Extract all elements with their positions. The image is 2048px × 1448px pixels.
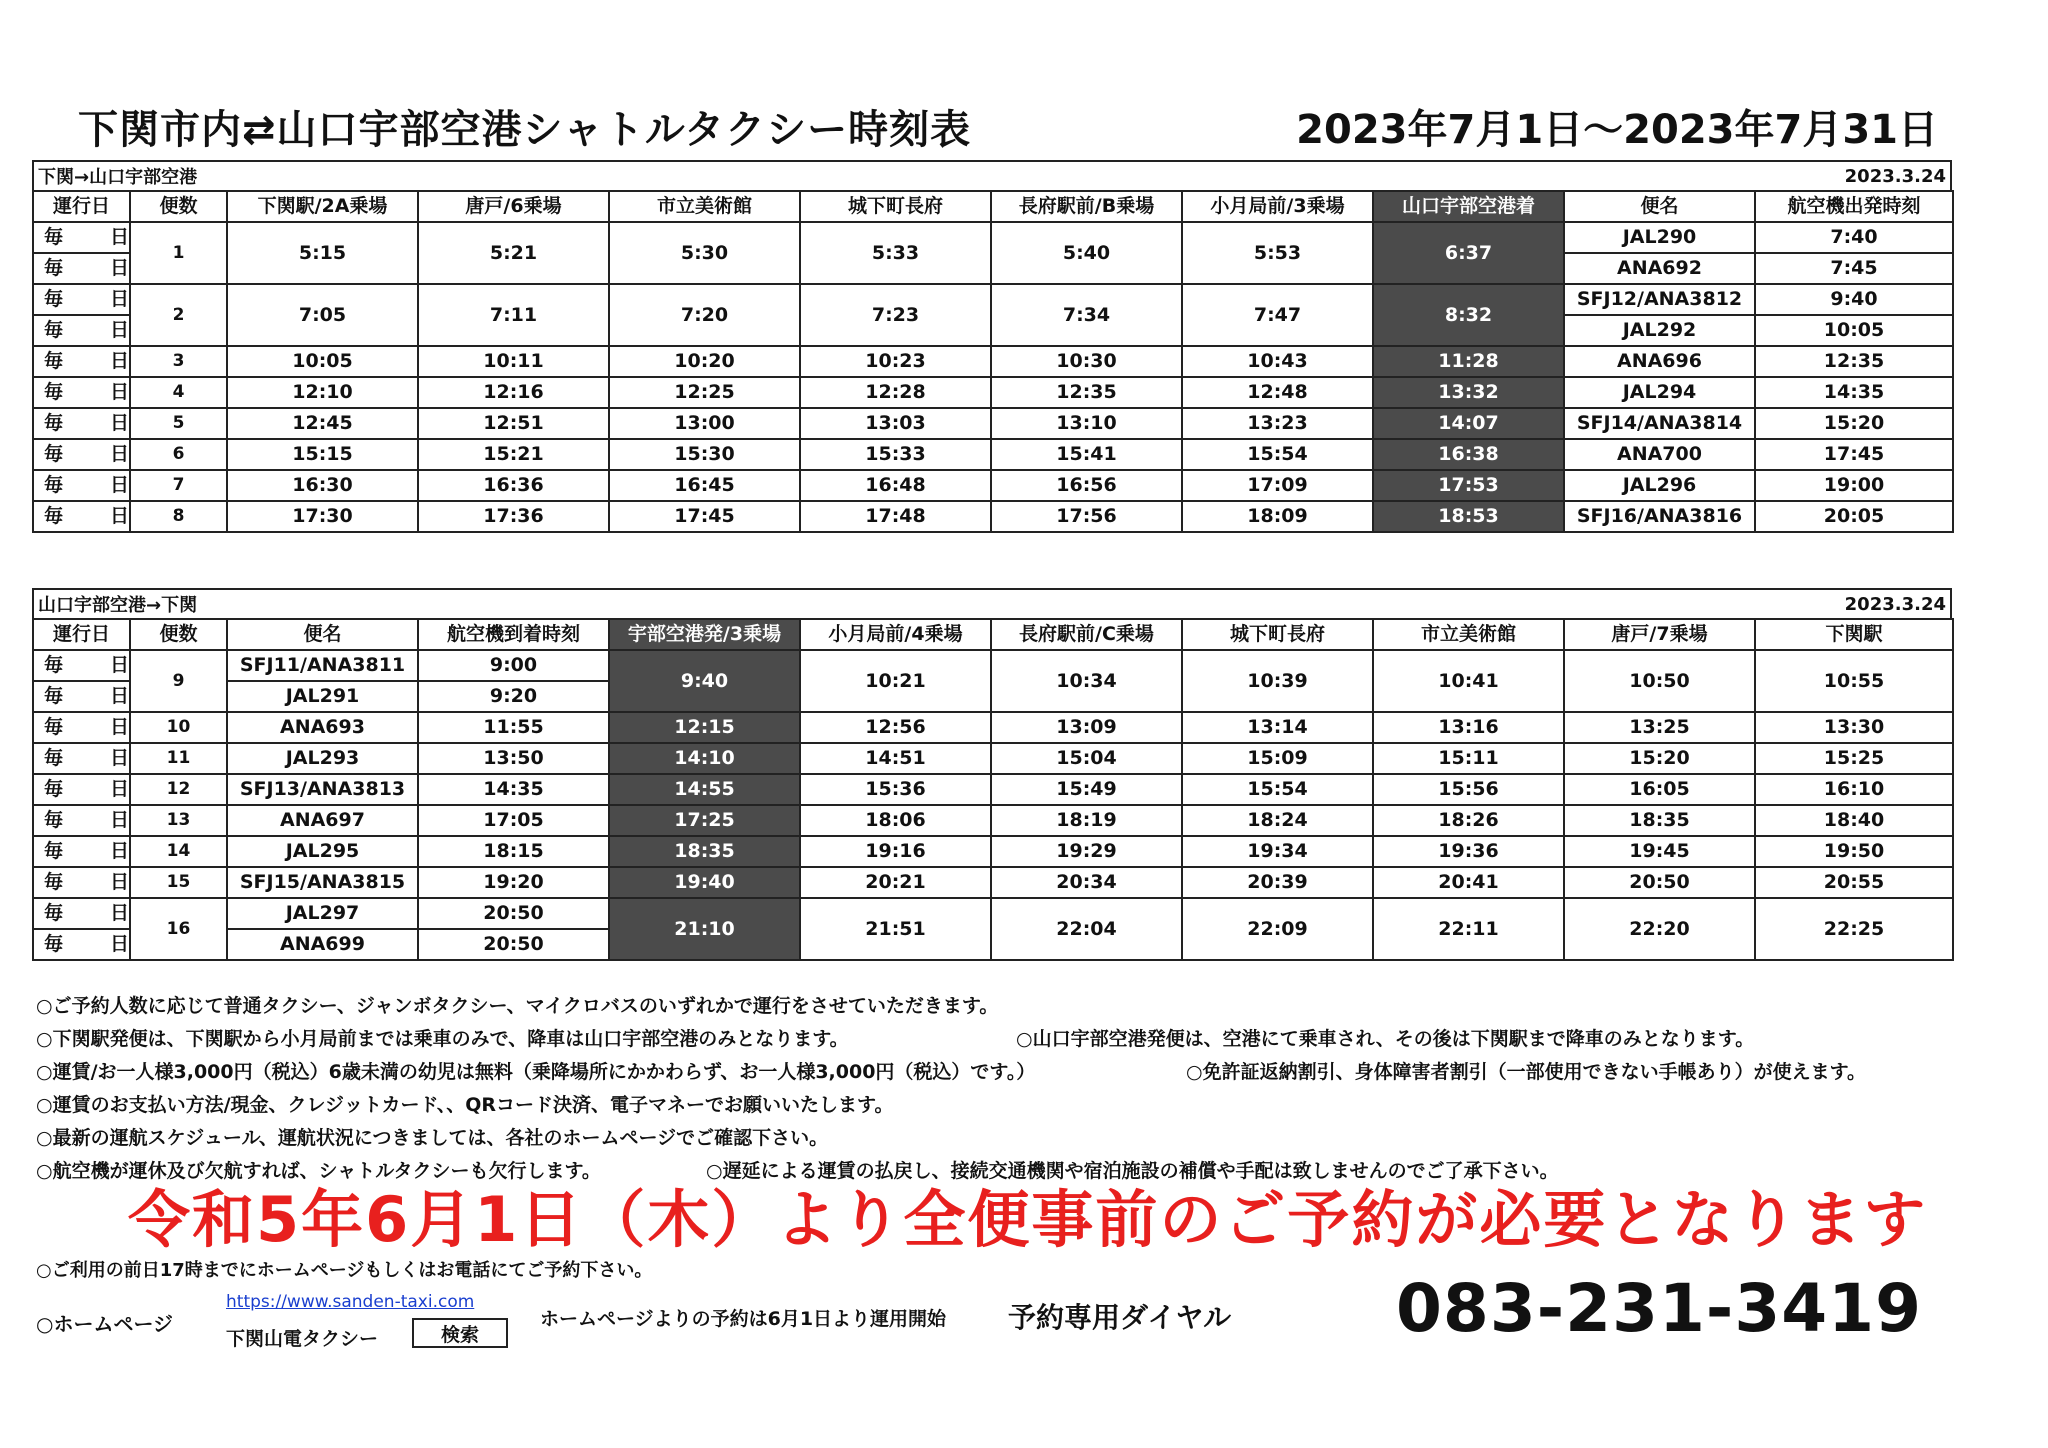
stop-time: 7:11 — [418, 284, 609, 346]
note-row — [36, 1089, 1996, 1122]
column-header: 便数 — [130, 191, 227, 222]
stop-time: 12:45 — [227, 408, 418, 439]
header-row — [33, 619, 1953, 650]
column-header: 市立美術館 — [609, 191, 800, 222]
outbound-section — [32, 160, 1952, 533]
stop-time: 13:09 — [991, 712, 1182, 743]
stop-time: 18:26 — [1373, 805, 1564, 836]
stop-time: 10:50 — [1564, 650, 1755, 712]
run-number: 6 — [130, 439, 227, 470]
stop-time: 22:25 — [1755, 898, 1953, 960]
operating-day: 毎 日 — [33, 867, 130, 898]
stop-time: 15:04 — [991, 743, 1182, 774]
stop-time: 10:43 — [1182, 346, 1373, 377]
stop-time: 13:32 — [1373, 377, 1564, 408]
stop-time: 5:21 — [418, 222, 609, 284]
stop-time: 22:11 — [1373, 898, 1564, 960]
homepage-link[interactable]: https://www.sanden-taxi.com — [226, 1292, 475, 1312]
table-row — [33, 743, 1953, 774]
operating-day: 毎 日 — [33, 650, 130, 681]
stop-time: 12:25 — [609, 377, 800, 408]
flight-name: JAL295 — [227, 836, 418, 867]
stop-time: 15:49 — [991, 774, 1182, 805]
reservation-deadline-note: ○ご利用の前日17時までにホームページもしくはお電話にてご予約下さい。 — [36, 1260, 653, 1281]
stop-time: 20:21 — [800, 867, 991, 898]
reservation-phone-number[interactable]: 083-231-3419 — [1396, 1270, 1923, 1347]
stop-time: 17:48 — [800, 501, 991, 532]
stop-time: 13:00 — [609, 408, 800, 439]
stop-time: 7:47 — [1182, 284, 1373, 346]
flight-departure-time: 19:00 — [1755, 470, 1953, 501]
flight-name: JAL296 — [1564, 470, 1755, 501]
inbound-route: 山口宇部空港→下関 — [38, 595, 198, 616]
flight-arrival-time: 20:50 — [418, 929, 609, 960]
stop-time: 10:11 — [418, 346, 609, 377]
note-text: ○山口宇部空港発便は、空港にて乗車され、その後は下関駅まで降車のみとなります。 — [1016, 1028, 1755, 1050]
stop-time: 9:40 — [609, 650, 800, 712]
column-header: 下関駅/2A乗場 — [227, 191, 418, 222]
run-number: 1 — [130, 222, 227, 284]
column-header: 航空機出発時刻 — [1755, 191, 1953, 222]
flight-name: SFJ15/ANA3815 — [227, 867, 418, 898]
run-number: 14 — [130, 836, 227, 867]
column-header: 便数 — [130, 619, 227, 650]
stop-time: 20:55 — [1755, 867, 1953, 898]
operating-day: 毎 日 — [33, 501, 130, 532]
table-row — [33, 836, 1953, 867]
stop-time: 7:23 — [800, 284, 991, 346]
stop-time: 16:38 — [1373, 439, 1564, 470]
stop-time: 14:51 — [800, 743, 991, 774]
run-number: 2 — [130, 284, 227, 346]
run-number: 9 — [130, 650, 227, 712]
inbound-section — [32, 588, 1952, 961]
note-row — [36, 1023, 1996, 1056]
stop-time: 15:33 — [800, 439, 991, 470]
stop-time: 12:56 — [800, 712, 991, 743]
stop-time: 15:21 — [418, 439, 609, 470]
reservation-dial-label: 予約専用ダイヤル — [1008, 1301, 1232, 1334]
homepage-label: ○ホームページ — [36, 1312, 174, 1336]
run-number: 7 — [130, 470, 227, 501]
flight-name: SFJ16/ANA3816 — [1564, 501, 1755, 532]
note-text: ○運賃のお支払い方法/現金、クレジットカード、、QRコード決済、電子マネーでお願いいたします。 — [36, 1094, 894, 1116]
flight-name: JAL293 — [227, 743, 418, 774]
flight-name: JAL292 — [1564, 315, 1755, 346]
table-row — [33, 222, 1953, 253]
table-row — [33, 439, 1953, 470]
operating-day: 毎 日 — [33, 929, 130, 960]
stop-time: 14:10 — [609, 743, 800, 774]
stop-time: 21:10 — [609, 898, 800, 960]
column-header: 小月局前/3乗場 — [1182, 191, 1373, 222]
column-header: 市立美術館 — [1373, 619, 1564, 650]
flight-departure-time: 7:45 — [1755, 253, 1953, 284]
stop-time: 18:24 — [1182, 805, 1373, 836]
table-row — [33, 867, 1953, 898]
stop-time: 15:56 — [1373, 774, 1564, 805]
stop-time: 16:36 — [418, 470, 609, 501]
stop-time: 17:45 — [609, 501, 800, 532]
note-text: ○航空機が運休及び欠航すれば、シャトルタクシーも欠行します。 — [36, 1160, 601, 1182]
homepage-start-note: ホームページよりの予約は6月1日より運用開始 — [540, 1308, 947, 1330]
column-header: 便名 — [1564, 191, 1755, 222]
run-number: 8 — [130, 501, 227, 532]
flight-arrival-time: 19:20 — [418, 867, 609, 898]
stop-time: 18:19 — [991, 805, 1182, 836]
stop-time: 13:03 — [800, 408, 991, 439]
run-number: 10 — [130, 712, 227, 743]
stop-time: 5:15 — [227, 222, 418, 284]
operating-day: 毎 日 — [33, 408, 130, 439]
stop-time: 7:20 — [609, 284, 800, 346]
run-number: 3 — [130, 346, 227, 377]
flight-name: ANA697 — [227, 805, 418, 836]
stop-time: 14:55 — [609, 774, 800, 805]
flight-arrival-time: 17:05 — [418, 805, 609, 836]
stop-time: 19:45 — [1564, 836, 1755, 867]
stop-time: 12:51 — [418, 408, 609, 439]
stop-time: 12:48 — [1182, 377, 1373, 408]
stop-time: 6:37 — [1373, 222, 1564, 284]
flight-name: JAL294 — [1564, 377, 1755, 408]
note-text: ○遅延による運賃の払戻し、接続交通機関や宿泊施設の補償や手配は致しませんのでご了承下さい。 — [706, 1160, 1559, 1182]
search-button[interactable]: 検索 — [412, 1318, 508, 1348]
column-header: 城下町長府 — [800, 191, 991, 222]
run-number: 11 — [130, 743, 227, 774]
note-row — [36, 1056, 1996, 1089]
run-number: 15 — [130, 867, 227, 898]
operating-day: 毎 日 — [33, 439, 130, 470]
stop-time: 5:40 — [991, 222, 1182, 284]
flight-name: SFJ11/ANA3811 — [227, 650, 418, 681]
stop-time: 10:55 — [1755, 650, 1953, 712]
stop-time: 17:53 — [1373, 470, 1564, 501]
operating-day: 毎 日 — [33, 377, 130, 408]
operating-day: 毎 日 — [33, 315, 130, 346]
operating-day: 毎 日 — [33, 470, 130, 501]
table-row — [33, 284, 1953, 315]
table-row — [33, 898, 1953, 929]
flight-arrival-time: 11:55 — [418, 712, 609, 743]
stop-time: 19:34 — [1182, 836, 1373, 867]
stop-time: 10:21 — [800, 650, 991, 712]
stop-time: 19:16 — [800, 836, 991, 867]
stop-time: 13:14 — [1182, 712, 1373, 743]
stop-time: 10:05 — [227, 346, 418, 377]
flight-arrival-time: 18:15 — [418, 836, 609, 867]
flight-departure-time: 14:35 — [1755, 377, 1953, 408]
stop-time: 20:41 — [1373, 867, 1564, 898]
operating-day: 毎 日 — [33, 222, 130, 253]
operating-day: 毎 日 — [33, 898, 130, 929]
column-header: 長府駅前/C乗場 — [991, 619, 1182, 650]
company-name: 下関山電タクシー — [226, 1328, 379, 1350]
stop-time: 5:53 — [1182, 222, 1373, 284]
notes-list — [36, 990, 1996, 1188]
stop-time: 17:25 — [609, 805, 800, 836]
stop-time: 20:50 — [1564, 867, 1755, 898]
header-row — [33, 191, 1953, 222]
stop-time: 10:34 — [991, 650, 1182, 712]
note-text: ○運賃/お一人様3,000円（税込）6歳未満の幼児は無料（乗降場所にかかわらず、お一人様3,000円（税込）です。） — [36, 1061, 1036, 1083]
stop-time: 19:36 — [1373, 836, 1564, 867]
inbound-revised-date: 2023.3.24 — [1844, 593, 1946, 615]
note-row — [36, 990, 1996, 1023]
stop-time: 12:16 — [418, 377, 609, 408]
stop-time: 13:16 — [1373, 712, 1564, 743]
stop-time: 19:29 — [991, 836, 1182, 867]
stop-time: 15:11 — [1373, 743, 1564, 774]
table-row — [33, 470, 1953, 501]
stop-time: 19:50 — [1755, 836, 1953, 867]
stop-time: 8:32 — [1373, 284, 1564, 346]
column-header: 宇部空港発/3乗場 — [609, 619, 800, 650]
stop-time: 10:23 — [800, 346, 991, 377]
stop-time: 15:15 — [227, 439, 418, 470]
stop-time: 15:41 — [991, 439, 1182, 470]
stop-time: 15:54 — [1182, 439, 1373, 470]
stop-time: 20:34 — [991, 867, 1182, 898]
stop-time: 13:10 — [991, 408, 1182, 439]
operating-day: 毎 日 — [33, 743, 130, 774]
valid-period: 2023年7月1日～2023年7月31日 — [1296, 107, 1938, 153]
column-header: 山口宇部空港着 — [1373, 191, 1564, 222]
stop-time: 22:20 — [1564, 898, 1755, 960]
stop-time: 10:30 — [991, 346, 1182, 377]
column-header: 運行日 — [33, 191, 130, 222]
note-text: ○免許証返納割引、身体障害者割引（一部使用できない手帳あり）が使えます。 — [1186, 1061, 1867, 1083]
stop-time: 15:54 — [1182, 774, 1373, 805]
stop-time: 13:30 — [1755, 712, 1953, 743]
column-header: 小月局前/4乗場 — [800, 619, 991, 650]
column-header: 長府駅前/B乗場 — [991, 191, 1182, 222]
stop-time: 10:41 — [1373, 650, 1564, 712]
table-row — [33, 650, 1953, 681]
stop-time: 15:30 — [609, 439, 800, 470]
stop-time: 11:28 — [1373, 346, 1564, 377]
stop-time: 18:40 — [1755, 805, 1953, 836]
flight-departure-time: 12:35 — [1755, 346, 1953, 377]
flight-departure-time: 15:20 — [1755, 408, 1953, 439]
page-title: 下関市内⇄山口宇部空港シャトルタクシー時刻表 — [78, 107, 972, 153]
stop-time: 22:09 — [1182, 898, 1373, 960]
flight-departure-time: 7:40 — [1755, 222, 1953, 253]
operating-day: 毎 日 — [33, 346, 130, 377]
operating-day: 毎 日 — [33, 253, 130, 284]
stop-time: 17:56 — [991, 501, 1182, 532]
flight-name: ANA692 — [1564, 253, 1755, 284]
stop-time: 13:25 — [1564, 712, 1755, 743]
outbound-revised-date: 2023.3.24 — [1844, 165, 1946, 187]
flight-name: SFJ12/ANA3812 — [1564, 284, 1755, 315]
stop-time: 13:23 — [1182, 408, 1373, 439]
stop-time: 16:05 — [1564, 774, 1755, 805]
stop-time: 16:10 — [1755, 774, 1953, 805]
stop-time: 18:06 — [800, 805, 991, 836]
stop-time: 20:39 — [1182, 867, 1373, 898]
flight-name: ANA696 — [1564, 346, 1755, 377]
flight-departure-time: 17:45 — [1755, 439, 1953, 470]
note-text: ○下関駅発便は、下関駅から小月局前までは乗車のみで、降車は山口宇部空港のみとなります。 — [36, 1028, 849, 1050]
operating-day: 毎 日 — [33, 774, 130, 805]
outbound-route: 下関→山口宇部空港 — [38, 167, 198, 188]
flight-departure-time: 10:05 — [1755, 315, 1953, 346]
stop-time: 16:56 — [991, 470, 1182, 501]
inbound-timetable — [32, 618, 1954, 961]
column-header: 唐戸/6乗場 — [418, 191, 609, 222]
stop-time: 17:36 — [418, 501, 609, 532]
flight-name: ANA700 — [1564, 439, 1755, 470]
operating-day: 毎 日 — [33, 681, 130, 712]
stop-time: 18:53 — [1373, 501, 1564, 532]
stop-time: 10:39 — [1182, 650, 1373, 712]
table-row — [33, 377, 1953, 408]
outbound-timetable — [32, 190, 1954, 533]
flight-name: JAL297 — [227, 898, 418, 929]
run-number: 4 — [130, 377, 227, 408]
stop-time: 18:35 — [1564, 805, 1755, 836]
flight-name: JAL291 — [227, 681, 418, 712]
stop-time: 21:51 — [800, 898, 991, 960]
flight-name: SFJ14/ANA3814 — [1564, 408, 1755, 439]
flight-arrival-time: 20:50 — [418, 898, 609, 929]
operating-day: 毎 日 — [33, 805, 130, 836]
table-row — [33, 774, 1953, 805]
stop-time: 17:30 — [227, 501, 418, 532]
stop-time: 12:15 — [609, 712, 800, 743]
flight-name: SFJ13/ANA3813 — [227, 774, 418, 805]
flight-name: JAL290 — [1564, 222, 1755, 253]
run-number: 13 — [130, 805, 227, 836]
flight-arrival-time: 9:00 — [418, 650, 609, 681]
stop-time: 16:30 — [227, 470, 418, 501]
stop-time: 18:09 — [1182, 501, 1373, 532]
table-row — [33, 712, 1953, 743]
stop-time: 17:09 — [1182, 470, 1373, 501]
stop-time: 16:48 — [800, 470, 991, 501]
operating-day: 毎 日 — [33, 712, 130, 743]
outbound-header — [32, 160, 1952, 190]
flight-arrival-time: 14:35 — [418, 774, 609, 805]
stop-time: 12:10 — [227, 377, 418, 408]
column-header: 運行日 — [33, 619, 130, 650]
stop-time: 15:20 — [1564, 743, 1755, 774]
stop-time: 7:34 — [991, 284, 1182, 346]
column-header: 航空機到着時刻 — [418, 619, 609, 650]
flight-arrival-time: 9:20 — [418, 681, 609, 712]
column-header: 唐戸/7乗場 — [1564, 619, 1755, 650]
stop-time: 14:07 — [1373, 408, 1564, 439]
stop-time: 15:25 — [1755, 743, 1953, 774]
note-text: ○最新の運航スケジュール、運航状況につきましては、各社のホームページでご確認下さい。 — [36, 1127, 829, 1149]
inbound-header — [32, 588, 1952, 618]
stop-time: 12:35 — [991, 377, 1182, 408]
note-text: ○ご予約人数に応じて普通タクシー、ジャンボタクシー、マイクロバスのいずれかで運行をさせていただきます。 — [36, 995, 999, 1017]
stop-time: 18:35 — [609, 836, 800, 867]
stop-time: 5:30 — [609, 222, 800, 284]
stop-time: 15:09 — [1182, 743, 1373, 774]
table-row — [33, 805, 1953, 836]
column-header: 城下町長府 — [1182, 619, 1373, 650]
note-row — [36, 1122, 1996, 1155]
flight-departure-time: 9:40 — [1755, 284, 1953, 315]
stop-time: 12:28 — [800, 377, 991, 408]
operating-day: 毎 日 — [33, 284, 130, 315]
run-number: 12 — [130, 774, 227, 805]
flight-arrival-time: 13:50 — [418, 743, 609, 774]
flight-departure-time: 20:05 — [1755, 501, 1953, 532]
run-number: 5 — [130, 408, 227, 439]
column-header: 下関駅 — [1755, 619, 1953, 650]
flight-name: ANA699 — [227, 929, 418, 960]
stop-time: 15:36 — [800, 774, 991, 805]
stop-time: 19:40 — [609, 867, 800, 898]
flight-name: ANA693 — [227, 712, 418, 743]
operating-day: 毎 日 — [33, 836, 130, 867]
stop-time: 7:05 — [227, 284, 418, 346]
table-row — [33, 408, 1953, 439]
stop-time: 22:04 — [991, 898, 1182, 960]
stop-time: 10:20 — [609, 346, 800, 377]
run-number: 16 — [130, 898, 227, 960]
stop-time: 5:33 — [800, 222, 991, 284]
stop-time: 16:45 — [609, 470, 800, 501]
column-header: 便名 — [227, 619, 418, 650]
table-row — [33, 346, 1953, 377]
table-row — [33, 501, 1953, 532]
reservation-required-banner: 令和5年6月1日（木）より全便事前のご予約が必要となります — [128, 1183, 1928, 1256]
